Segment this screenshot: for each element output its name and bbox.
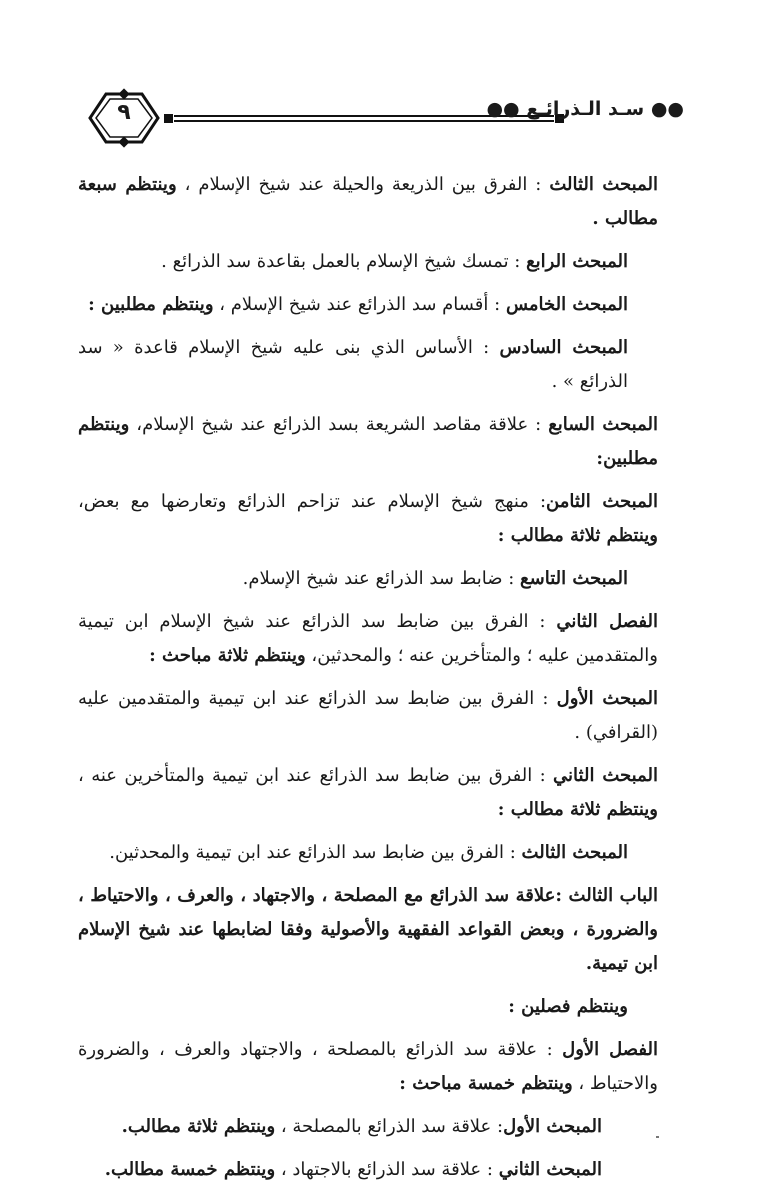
toc-entry: المبحث السادس : الأساس الذي بنى عليه شيخ الإسلام قاعدة « سد الذرائع » . (78, 337, 628, 392)
toc-entry: الفصل الأول : علاقة سد الذرائع بالمصلحة ، والاجتهاد والعرف ، والضرورة والاحتياط ، وينتظم خمسة مباحث : (78, 1039, 658, 1094)
rule-square (164, 114, 173, 123)
toc-entry: المبحث الرابع : تمسك شيخ الإسلام بالعمل بقاعدة سد الذرائع . (161, 251, 628, 272)
toc-entry: المبحث السابع : علاقة مقاصد الشريعة بسد الذرائع عند شيخ الإسلام، وينتظم مطلبين: (78, 414, 658, 469)
toc-entry: المبحث الخامس : أقسام سد الذرائع عند شيخ الإسلام ، وينتظم مطلبين : (88, 294, 628, 315)
page-number: ٩ (117, 100, 131, 125)
rule-line (174, 120, 554, 122)
running-title-text: سـد الـذرائـع (526, 98, 645, 120)
running-title (486, 98, 684, 120)
toc-entry: المبحث الثالث : الفرق بين الذريعة والحيلة عند شيخ الإسلام ، وينتظم سبعة مطالب . (78, 174, 658, 229)
toc-entry: المبحث الأول: علاقة سد الذرائع بالمصلحة ، وينتظم ثلاثة مطالب. (121, 1116, 602, 1137)
toc-content (78, 168, 658, 1196)
toc-entry: المبحث الثالث : الفرق بين ضابط سد الذرائع عند ابن تيمية والمحدثين. (109, 842, 628, 863)
page-number-frame (84, 88, 164, 148)
toc-entry: المبحث التاسع : ضابط سد الذرائع عند شيخ الإسلام. (242, 568, 628, 589)
toc-entry: المبحث الثاني : الفرق بين ضابط سد الذرائع عند ابن تيمية والمتأخرين عنه ، وينتظم ثلاثة مطالب : (78, 765, 658, 820)
scan-speck (656, 1136, 659, 1138)
bullet-dots-icon: ●● (650, 98, 684, 120)
toc-entry: المبحث الثاني : علاقة سد الذرائع بالاجتهاد ، وينتظم خمسة مطالب. (104, 1159, 602, 1180)
toc-entry: الباب الثالث :علاقة سد الذرائع مع المصلحة ، والاجتهاد ، والعرف ، والاحتياط ، والضرورة ، وبعض القواعد الفقهية والأصولية وفقا لضابطها عند شيخ الإسلام ابن تيمية. (78, 885, 658, 974)
toc-entry: المبحث الأول : الفرق بين ضابط سد الذرائع عند ابن تيمية والمتقدمين عليه (القرافي) . (78, 688, 658, 743)
bullet-dots-icon: ●● (486, 98, 520, 120)
toc-entry: الفصل الثاني : الفرق بين ضابط سد الذرائع عند شيخ الإسلام ابن تيمية والمتقدمين عليه ؛ والمتأخرين عنه ؛ والمحدثين، وينتظم ثلاثة مباحث : (78, 611, 658, 666)
page-header (84, 88, 684, 148)
toc-entry: المبحث الثامن: منهج شيخ الإسلام عند تزاحم الذرائع وتعارضها مع بعض، وينتظم ثلاثة مطالب : (78, 491, 658, 546)
toc-entry: وينتظم فصلين : (508, 996, 628, 1017)
